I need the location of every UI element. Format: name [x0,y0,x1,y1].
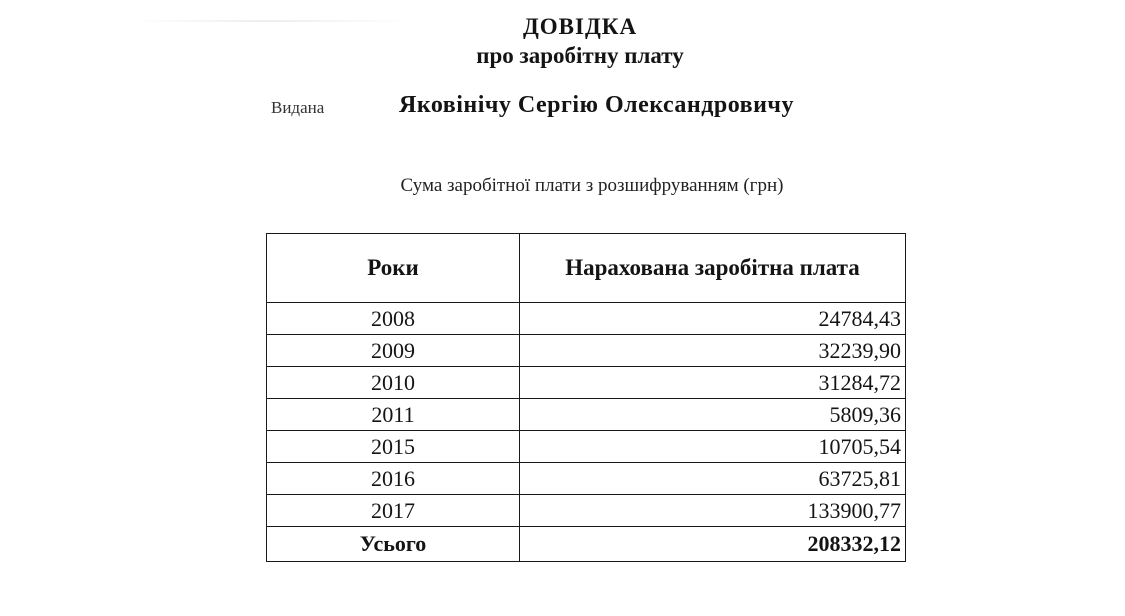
table-row [267,399,906,431]
row-year: 2017 [267,495,520,527]
salary-table [266,233,906,562]
row-amount: 24784,43 [520,303,906,335]
row-year: 2016 [267,463,520,495]
row-amount: 10705,54 [520,431,906,463]
row-year: 2015 [267,431,520,463]
total-label: Усього [267,527,520,562]
row-amount: 63725,81 [520,463,906,495]
table-row [267,495,906,527]
document-title: ДОВІДКА [522,14,638,39]
table-caption: Сума заробітної плати з розшифруванням (грн) [400,175,784,196]
table-row [267,367,906,399]
table-header-row [267,234,906,303]
row-year: 2008 [267,303,520,335]
row-year: 2011 [267,399,520,431]
table-row [267,335,906,367]
row-year: 2010 [267,367,520,399]
table-row [267,463,906,495]
header-amount: Нарахована заробітна плата [520,234,906,303]
table-total-row [267,527,906,562]
total-amount: 208332,12 [520,527,906,562]
document-subtitle: про заробітну плату [476,43,684,68]
table-row [267,303,906,335]
row-amount: 5809,36 [520,399,906,431]
row-amount: 32239,90 [520,335,906,367]
issued-label: Видана [271,98,325,117]
row-amount: 133900,77 [520,495,906,527]
header-year: Роки [267,234,520,303]
row-amount: 31284,72 [520,367,906,399]
row-year: 2009 [267,335,520,367]
issued-recipient-name: Яковінічу Сергію Олександровичу [399,92,794,118]
table-row [267,431,906,463]
